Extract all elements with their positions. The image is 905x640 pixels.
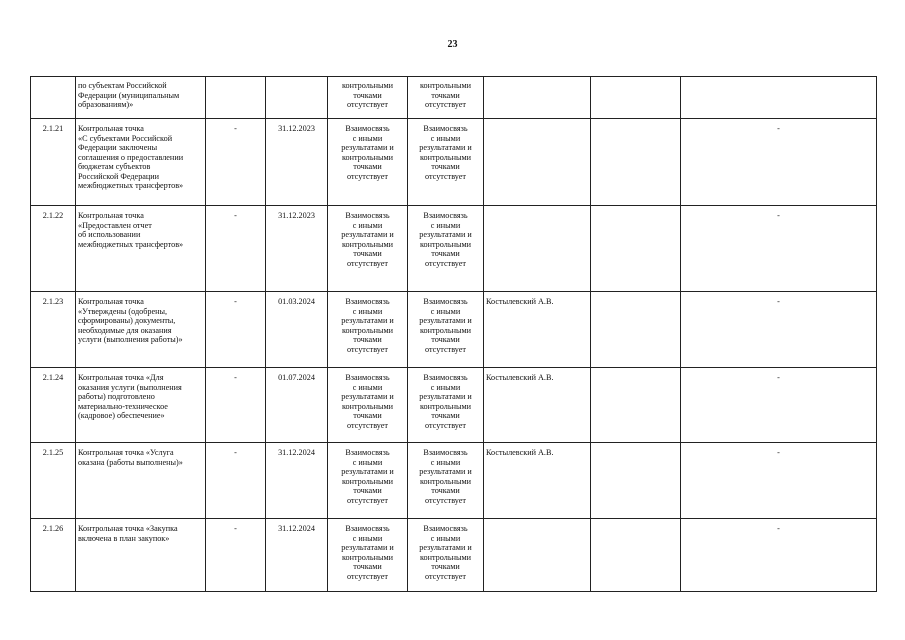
table-row	[31, 119, 877, 206]
table-row	[31, 77, 877, 119]
responsible-person	[484, 119, 591, 206]
table-row	[31, 292, 877, 368]
successor-relation: контрольными точками отсутствует	[408, 77, 484, 119]
control-point-name: Контрольная точка «Услуга оказана (работы выполнены)»	[76, 443, 206, 519]
info-system-cell	[681, 77, 877, 119]
start-date-cell: -	[206, 119, 266, 206]
table-row	[31, 206, 877, 292]
info-system-cell: -	[681, 206, 877, 292]
successor-relation: Взаимосвязь с иными результатами и контрольными точками отсутствует	[408, 443, 484, 519]
end-date-cell: 01.03.2024	[266, 292, 328, 368]
control-point-name: Контрольная точка «Закупка включена в план закупок»	[76, 519, 206, 592]
successor-relation: Взаимосвязь с иными результатами и контрольными точками отсутствует	[408, 292, 484, 368]
responsible-person	[484, 77, 591, 119]
row-number: 2.1.26	[31, 519, 76, 592]
document-cell	[591, 77, 681, 119]
end-date-cell: 31.12.2023	[266, 206, 328, 292]
start-date-cell: -	[206, 368, 266, 443]
info-system-cell: -	[681, 119, 877, 206]
page-number: 23	[447, 39, 458, 50]
control-point-name: Контрольная точка «Утверждены (одобрены, сформированы) документы, необходимые для оказания услуги (выполнения работы)»	[76, 292, 206, 368]
end-date-cell: 01.07.2024	[266, 368, 328, 443]
info-system-cell: -	[681, 368, 877, 443]
table-row	[31, 519, 877, 592]
control-point-name: по субъектам Российской Федерации (муниципальным образованиям)»	[76, 77, 206, 119]
document-cell	[591, 206, 681, 292]
row-number	[31, 77, 76, 119]
successor-relation: Взаимосвязь с иными результатами и контрольными точками отсутствует	[408, 206, 484, 292]
table-row	[31, 368, 877, 443]
successor-relation: Взаимосвязь с иными результатами и контрольными точками отсутствует	[408, 368, 484, 443]
row-number: 2.1.24	[31, 368, 76, 443]
start-date-cell	[206, 77, 266, 119]
predecessor-relation: контрольными точками отсутствует	[328, 77, 408, 119]
info-system-cell: -	[681, 292, 877, 368]
row-number: 2.1.22	[31, 206, 76, 292]
predecessor-relation: Взаимосвязь с иными результатами и контрольными точками отсутствует	[328, 519, 408, 592]
responsible-person: Костылевский А.В.	[484, 368, 591, 443]
document-cell	[591, 519, 681, 592]
start-date-cell: -	[206, 206, 266, 292]
row-number: 2.1.23	[31, 292, 76, 368]
successor-relation: Взаимосвязь с иными результатами и контрольными точками отсутствует	[408, 519, 484, 592]
control-points-table	[30, 76, 877, 592]
control-point-name: Контрольная точка «С субъектами Российской Федерации заключены соглашения о предоставлении бюджетам субъектов Российской Федерации межбюджетных трансфертов»	[76, 119, 206, 206]
end-date-cell	[266, 77, 328, 119]
end-date-cell: 31.12.2023	[266, 119, 328, 206]
responsible-person: Костылевский А.В.	[484, 443, 591, 519]
start-date-cell: -	[206, 443, 266, 519]
control-point-name: Контрольная точка «Для оказания услуги (выполнения работы) подготовлено материально-техническое (кадровое) обеспечение»	[76, 368, 206, 443]
document-cell	[591, 443, 681, 519]
start-date-cell: -	[206, 292, 266, 368]
start-date-cell: -	[206, 519, 266, 592]
predecessor-relation: Взаимосвязь с иными результатами и контрольными точками отсутствует	[328, 443, 408, 519]
predecessor-relation: Взаимосвязь с иными результатами и контрольными точками отсутствует	[328, 292, 408, 368]
responsible-person	[484, 206, 591, 292]
predecessor-relation: Взаимосвязь с иными результатами и контрольными точками отсутствует	[328, 119, 408, 206]
info-system-cell: -	[681, 519, 877, 592]
table-row	[31, 443, 877, 519]
successor-relation: Взаимосвязь с иными результатами и контрольными точками отсутствует	[408, 119, 484, 206]
document-cell	[591, 368, 681, 443]
info-system-cell: -	[681, 443, 877, 519]
document-cell	[591, 292, 681, 368]
responsible-person	[484, 519, 591, 592]
end-date-cell: 31.12.2024	[266, 443, 328, 519]
predecessor-relation: Взаимосвязь с иными результатами и контрольными точками отсутствует	[328, 368, 408, 443]
control-point-name: Контрольная точка «Предоставлен отчет об использовании межбюджетных трансфертов»	[76, 206, 206, 292]
row-number: 2.1.21	[31, 119, 76, 206]
responsible-person: Костылевский А.В.	[484, 292, 591, 368]
end-date-cell: 31.12.2024	[266, 519, 328, 592]
document-cell	[591, 119, 681, 206]
row-number: 2.1.25	[31, 443, 76, 519]
predecessor-relation: Взаимосвязь с иными результатами и контрольными точками отсутствует	[328, 206, 408, 292]
